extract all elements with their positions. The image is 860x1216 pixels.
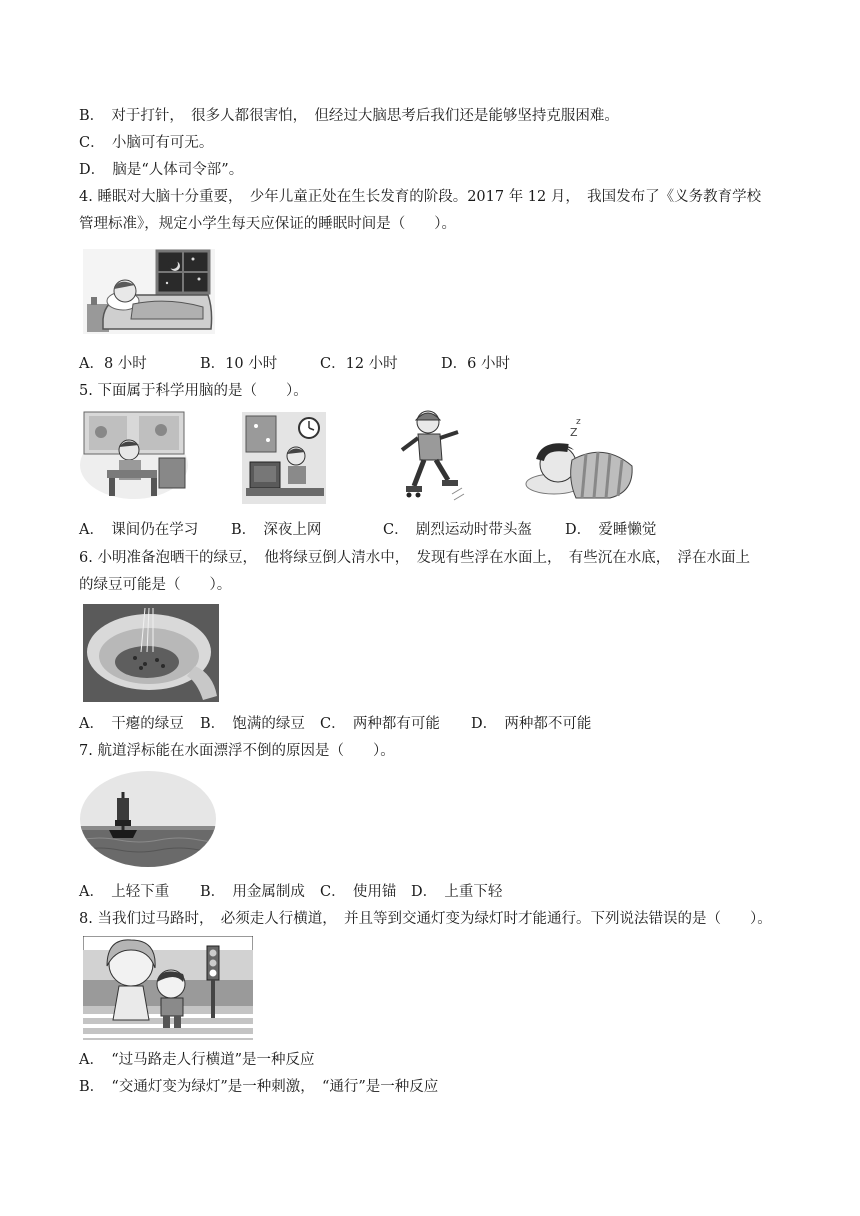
option-c-text: C． 小脑可有可无。 xyxy=(79,135,214,151)
question-8-option-b: B． “交通灯变为绿灯”是一种刺激， “通行”是一种反应 xyxy=(79,1079,439,1095)
helmet-skating-illustration xyxy=(396,408,466,504)
question-4-option-c: C．12 小时 xyxy=(320,356,398,372)
question-7-option-b: B． 用金属制成 xyxy=(200,884,305,900)
question-5-option-b: B． 深夜上网 xyxy=(231,522,322,538)
crossing-road-illustration xyxy=(83,936,253,1040)
question-6-option-c: C． 两种都有可能 xyxy=(320,716,440,732)
question-6-option-a: A． 干瘪的绿豆 xyxy=(79,716,184,732)
studying-at-break-illustration xyxy=(79,410,189,500)
question-4-option-d: D．6 小时 xyxy=(441,356,510,372)
question-8-option-a: A． “过马路走人行横道”是一种反应 xyxy=(79,1052,315,1068)
option-d-text: D． 脑是“人体司令部”。 xyxy=(79,162,244,178)
svg-text:z: z xyxy=(576,417,581,427)
mung-beans-in-water-photo xyxy=(83,604,219,702)
question-4-line-1: 4. 睡眠对大脑十分重要， 少年儿童正处在生长发育的阶段。2017 年 12 月， 我国发布了《义务教育学校 xyxy=(79,189,762,205)
question-5-stem: 5. 下面属于科学用脑的是（ ）。 xyxy=(79,383,308,399)
question-7-option-d: D． 上重下轻 xyxy=(411,884,503,900)
question-6-line-1: 6. 小明准备泡晒干的绿豆， 他将绿豆倒人清水中， 发现有些浮在水面上， 有些沉在水底， 浮在水面上 xyxy=(79,550,750,566)
question-6-option-b: B． 饱满的绿豆 xyxy=(200,716,305,732)
svg-text:Z: Z xyxy=(570,426,578,439)
question-4-line-2: 管理标准》，规定小学生每天应保证的睡眠时间是（ ）。 xyxy=(79,216,456,232)
question-5-option-a: A． 课间仍在学习 xyxy=(79,522,199,538)
question-6-line-2: 的绿豆可能是（ ）。 xyxy=(79,577,232,593)
navigation-buoy-photo xyxy=(79,770,217,868)
question-7-option-a: A． 上轻下重 xyxy=(79,884,170,900)
question-5-option-d: D． 爱睡懒觉 xyxy=(565,522,657,538)
question-8-stem: 8. 当我们过马路时， 必须走人行横道， 并且等到交通灯变为绿灯时才能通行。下列说法错误的是（ ）。 xyxy=(79,911,772,927)
question-4-option-b: B．10 小时 xyxy=(200,356,278,372)
question-5-option-c: C． 剧烈运动时带头盔 xyxy=(383,522,532,538)
question-7-option-c: C． 使用锚 xyxy=(320,884,397,900)
question-4-option-a: A．8 小时 xyxy=(79,356,147,372)
sleeping-child-illustration xyxy=(83,249,215,334)
question-7-stem: 7. 航道浮标能在水面漂浮不倒的原因是（ ）。 xyxy=(79,743,395,759)
question-6-option-d: D． 两种都不可能 xyxy=(471,716,592,732)
option-b-text: B． 对于打针， 很多人都很害怕， 但经过大脑思考后我们还是能够坚持克服困难。 xyxy=(79,108,619,124)
sleeping-in-illustration xyxy=(524,410,636,504)
late-night-internet-illustration xyxy=(242,412,326,504)
